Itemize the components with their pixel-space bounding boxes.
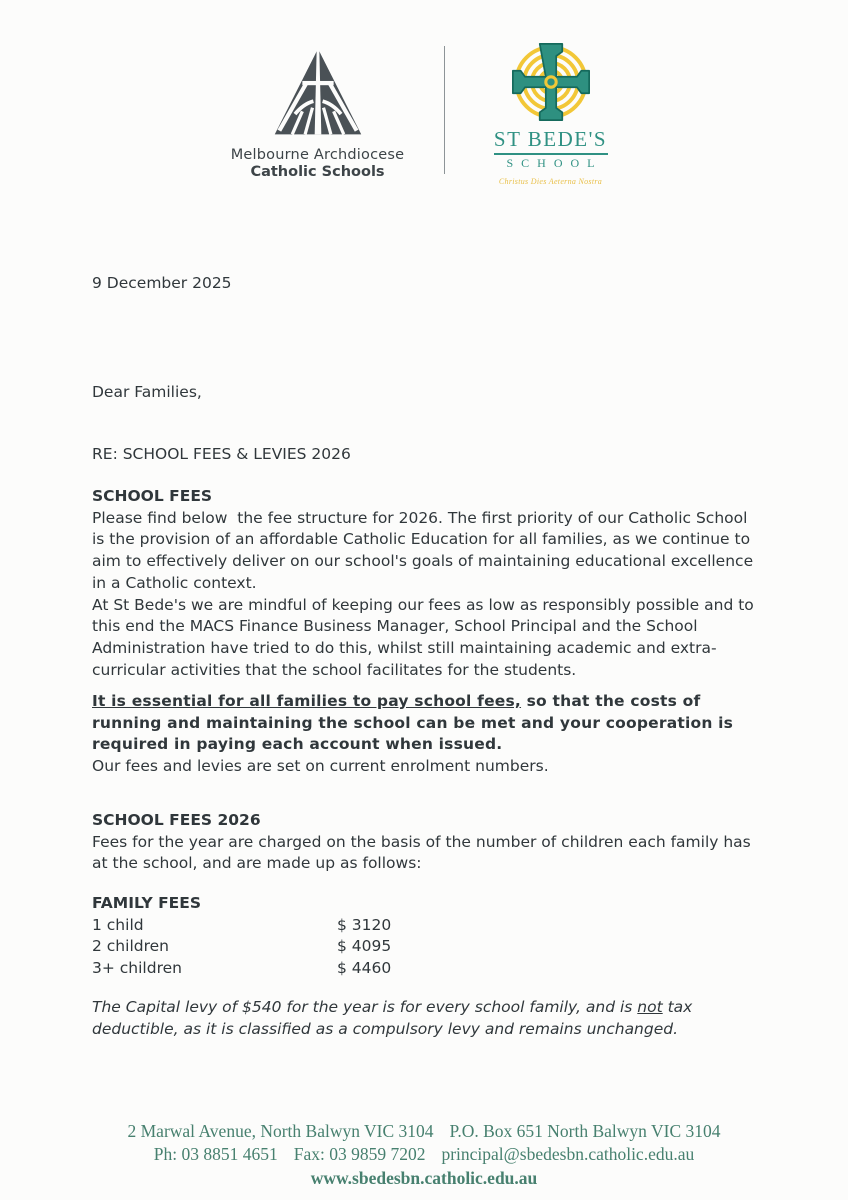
fee-row-amount: $ 4095 <box>337 937 392 956</box>
capital-levy-part1: The Capital levy of $540 for the year is for every school family, and is <box>92 998 638 1016</box>
crest-school-name: ST BEDE'S <box>493 127 608 151</box>
family-fees-heading: FAMILY FEES <box>92 894 202 912</box>
school-fees-paragraph-2: At St Bede's we are mindful of keeping our fees as low as responsibly possible and to this end the MACS Finance Business Manager, School Principal and the School Administration have tried to do this, whilst still maintaining academic and extra-curricular activities that the school facilitates for the students. <box>92 595 759 679</box>
letter-footer <box>0 1120 848 1190</box>
fee-row-amount: $ 4460 <box>337 959 392 978</box>
crest-rule <box>494 153 608 155</box>
footer-contact-line <box>0 1143 848 1166</box>
stbedes-cross-icon <box>499 38 603 126</box>
letterhead <box>0 36 848 186</box>
payment-essential-rest: so that the costs of running and maintaining the school can be met and your cooperation is required in paying each account when issued. <box>92 692 739 754</box>
stbedes-crest-block <box>471 36 631 186</box>
capital-levy-note <box>92 997 764 1040</box>
enrolment-note: Our fees and levies are set on current enrolment numbers. <box>92 757 549 776</box>
payment-essential-underlined: It is essential for all families to pay school fees, <box>92 692 522 710</box>
footer-address-line <box>0 1120 848 1143</box>
footer-street-address: 2 Marwal Avenue, North Balwyn VIC 3104 <box>127 1121 434 1141</box>
macs-wordmark-line1: Melbourne Archdiocese <box>230 147 405 163</box>
fee-row-label: 1 child <box>92 915 144 934</box>
footer-po-box: P.O. Box 651 North Balwyn VIC 3104 <box>449 1121 721 1141</box>
crest-motto: Christus Dies Aeterna Nostra <box>498 176 603 186</box>
letter-salutation: Dear Families, <box>92 383 202 401</box>
payment-essential-paragraph <box>92 691 764 756</box>
macs-logo-icon <box>262 46 374 138</box>
school-fees-2026-heading: SCHOOL FEES 2026 <box>92 811 261 829</box>
footer-fax: Fax: 03 9859 7202 <box>293 1144 426 1164</box>
school-fees-heading: SCHOOL FEES <box>92 487 213 505</box>
school-fees-section <box>92 486 764 681</box>
letterhead-divider <box>444 46 445 174</box>
footer-phone: Ph: 03 8851 4651 <box>153 1144 278 1164</box>
capital-levy-part2: tax deductible, as it is classified as a compulsory levy and remains unchanged. <box>92 998 698 1038</box>
fee-row-label: 2 children <box>92 937 169 956</box>
fee-row-amount: $ 3120 <box>337 915 392 934</box>
macs-logo-block <box>218 36 418 180</box>
crest-school-word: SCHOOL <box>506 155 603 170</box>
school-fees-2026-section <box>92 810 764 875</box>
fee-table-row <box>92 936 764 958</box>
family-fees-section <box>92 893 764 980</box>
fee-table-row <box>92 915 764 937</box>
footer-website: www.sbedesbn.catholic.edu.au <box>310 1168 538 1188</box>
footer-email: principal@sbedesbn.catholic.edu.au <box>441 1144 695 1164</box>
fee-table-row <box>92 958 764 980</box>
fee-row-label: 3+ children <box>92 959 182 978</box>
school-fees-2026-intro: Fees for the year are charged on the basis of the number of children each family has at the school, and are made up as follows: <box>92 832 756 873</box>
payment-essential-section <box>92 691 764 778</box>
macs-wordmark-line2: Catholic Schools <box>250 163 385 180</box>
letter-date: 9 December 2025 <box>92 274 232 292</box>
school-fees-paragraph-1: Please find below the fee structure for 2026. The first priority of our Catholic School is the provision of an affordable Catholic Education for all families, as we continue to aim to effectively deliver on our school's goals of maintaining educational excellence in a Catholic context. <box>92 508 759 592</box>
letter-subject: RE: SCHOOL FEES & LEVIES 2026 <box>92 445 351 463</box>
capital-levy-underlined: not <box>637 998 663 1016</box>
